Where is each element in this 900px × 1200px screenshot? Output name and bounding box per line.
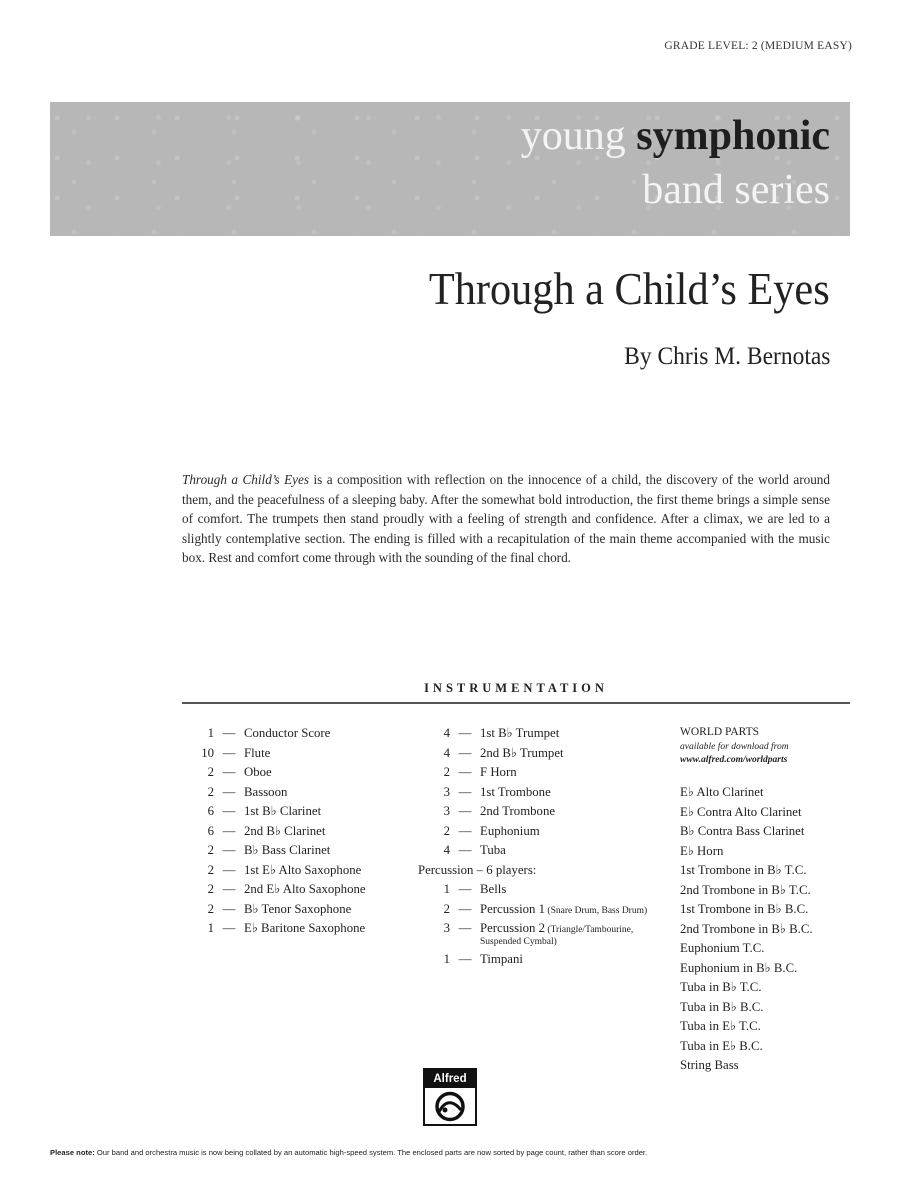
dash: — — [458, 951, 472, 966]
instrument-row — [418, 726, 668, 746]
world-part-item: Tuba in B♭ T.C. — [680, 980, 762, 994]
instrument-row — [182, 785, 412, 805]
instrument-qty: 1 — [443, 951, 450, 966]
instrument-row — [182, 804, 412, 824]
world-parts-column — [680, 726, 860, 1078]
instrument-row — [182, 882, 412, 902]
instrument-qty: 2 — [207, 882, 214, 896]
instrument-name: 1st E♭ Alto Saxophone — [244, 862, 362, 877]
instrument-row — [182, 902, 412, 922]
percussion-detail: (Snare Drum, Bass Drum) — [545, 905, 648, 916]
world-parts-url[interactable]: www.alfred.com/worldparts — [680, 755, 788, 765]
world-part-item: Euphonium T.C. — [680, 941, 765, 955]
instrument-qty: 2 — [207, 843, 214, 857]
series-title-line2: band series — [642, 167, 830, 213]
instrument-qty: 2 — [207, 784, 214, 799]
world-part-item: String Bass — [680, 1058, 739, 1072]
world-part-item: Tuba in B♭ B.C. — [680, 999, 764, 1014]
dash: — — [222, 765, 236, 779]
instrument-qty: 4 — [443, 726, 450, 740]
program-note-text: is a composition with reflection on the innocence of a child, the discovery of the world around them, and the peacefulness of a sleeping baby. After the somewhat bold introduction, the first theme brings a simple sense of comfort. The trumpets then stand proudly with a feeling of strength and confidence. After a climax, we are led to a slightly contemplative section. The ending is filled with a recapitulation of the main theme accompanied with the music box. Rest and comfort come through with the sounding of the final chord. — [182, 472, 830, 565]
world-part-item: 1st Trombone in B♭ T.C. — [680, 863, 807, 877]
dash: — — [222, 921, 236, 935]
percussion-name: Percussion 1 — [480, 901, 546, 916]
instrument-row — [418, 804, 668, 824]
alfred-logo — [423, 1068, 477, 1126]
instrument-qty: 3 — [443, 804, 450, 818]
instrument-qty: 4 — [443, 843, 450, 857]
instrument-name: E♭ Baritone Saxophone — [244, 921, 366, 935]
instrument-qty: 1 — [207, 921, 214, 935]
dash: — — [458, 921, 472, 935]
dash: — — [458, 823, 472, 838]
grade-level: GRADE LEVEL: 2 (MEDIUM EASY) — [664, 40, 852, 52]
instrument-qty: 6 — [207, 823, 214, 838]
instrument-name: 2nd Trombone — [480, 804, 556, 818]
instrument-column-2 — [418, 726, 668, 971]
instrument-row — [182, 726, 412, 746]
instrument-row — [418, 843, 668, 863]
dash: — — [222, 804, 236, 818]
instrument-qty: 6 — [207, 804, 214, 818]
instrument-row — [182, 863, 412, 883]
piece-title: Through a Child’s Eyes — [429, 263, 830, 314]
instrument-column-1 — [182, 726, 412, 941]
series-title-line1 — [521, 112, 830, 160]
instrument-qty: 2 — [443, 823, 450, 838]
dash: — — [458, 784, 472, 799]
percussion-row — [418, 952, 668, 972]
dash: — — [222, 745, 236, 760]
dash: — — [222, 823, 236, 838]
dash: — — [458, 882, 472, 896]
instrument-name: Bassoon — [244, 784, 288, 799]
instrument-qty: 1 — [443, 882, 450, 896]
world-part-item: E♭ Contra Alto Clarinet — [680, 804, 802, 819]
instrument-qty: 2 — [207, 765, 214, 779]
footer-text: Our band and orchestra music is now being collated by an automatic high-speed system. The enclosed parts are now sorted by page count, rather than score order. — [94, 1148, 648, 1157]
dash: — — [222, 882, 236, 896]
instrument-name: Bells — [480, 882, 507, 896]
dash: — — [222, 726, 236, 740]
world-part-item: 2nd Trombone in B♭ B.C. — [680, 921, 813, 936]
world-part-item: Tuba in E♭ B.C. — [680, 1038, 763, 1053]
program-note-title: Through a Child’s Eyes — [182, 472, 309, 487]
dash: — — [458, 745, 472, 760]
instrument-name: Oboe — [244, 765, 272, 779]
world-part-item: E♭ Alto Clarinet — [680, 785, 764, 799]
instrument-name: Euphonium — [480, 823, 540, 838]
instrument-row — [182, 843, 412, 863]
dash: — — [458, 765, 472, 779]
dash: — — [458, 726, 472, 740]
instrument-row — [418, 785, 668, 805]
instrument-qty: 3 — [443, 784, 450, 799]
instrument-name: 2nd E♭ Alto Saxophone — [244, 882, 366, 896]
world-part-item: B♭ Contra Bass Clarinet — [680, 824, 805, 838]
instrument-name: 1st B♭ Clarinet — [244, 804, 322, 818]
instrument-row — [418, 746, 668, 766]
instrument-row — [182, 921, 412, 941]
instrument-name: 2nd B♭ Trumpet — [480, 745, 564, 760]
instrument-name: Conductor Score — [244, 726, 331, 740]
series-young: young — [520, 113, 637, 159]
dash: — — [222, 862, 236, 877]
world-parts-title: WORLD PARTS — [680, 726, 760, 738]
instrument-row — [418, 824, 668, 844]
alfred-logo-symbol-icon — [431, 1090, 469, 1123]
instrument-name — [480, 921, 633, 936]
percussion-name: Percussion 2 — [480, 921, 546, 935]
percussion-detail-continued: Suspended Cymbal) — [480, 936, 557, 947]
instrument-qty: 2 — [207, 901, 214, 916]
dash: — — [222, 784, 236, 799]
instrument-row — [182, 824, 412, 844]
instrumentation-heading: INSTRUMENTATION — [424, 681, 608, 695]
instrument-name: Timpani — [480, 951, 523, 966]
footer-note — [50, 1148, 850, 1157]
composer: By Chris M. Bernotas — [623, 343, 830, 370]
instrument-qty: 3 — [443, 921, 450, 935]
instrument-qty: 2 — [443, 901, 450, 916]
instrument-name: B♭ Tenor Saxophone — [244, 901, 352, 916]
dash: — — [222, 843, 236, 857]
instrument-qty: 2 — [207, 862, 214, 877]
dash: — — [458, 804, 472, 818]
world-parts-subtitle: available for download from — [680, 742, 789, 752]
world-part-item: E♭ Horn — [680, 843, 724, 858]
percussion-row — [418, 902, 668, 922]
instrumentation-divider — [182, 702, 850, 704]
instrument-name: 1st Trombone — [480, 784, 551, 799]
instrument-row — [182, 746, 412, 766]
instrument-name — [480, 902, 647, 917]
program-note — [182, 470, 830, 568]
world-part-item: Euphonium in B♭ B.C. — [680, 960, 798, 975]
instrument-qty: 2 — [443, 765, 450, 779]
series-symphonic: symphonic — [636, 113, 830, 159]
instrument-name: 1st B♭ Trumpet — [480, 726, 560, 740]
percussion-row — [418, 882, 668, 902]
instrument-qty: 1 — [207, 726, 214, 740]
world-part-item: 2nd Trombone in B♭ T.C. — [680, 882, 811, 897]
dash: — — [458, 843, 472, 857]
world-part-item: Tuba in E♭ T.C. — [680, 1019, 761, 1033]
alfred-logo-text: Alfred — [425, 1070, 475, 1088]
percussion-heading: Percussion – 6 players: — [418, 862, 537, 877]
instrument-name: 2nd B♭ Clarinet — [244, 823, 326, 838]
instrument-name: Flute — [244, 745, 271, 760]
dash: — — [458, 901, 472, 916]
world-part-item: 1st Trombone in B♭ B.C. — [680, 902, 809, 916]
instrument-name: F Horn — [480, 765, 517, 779]
footer-label: Please note: — [50, 1148, 95, 1157]
instrument-name: B♭ Bass Clarinet — [244, 843, 331, 857]
percussion-note — [418, 937, 668, 952]
series-banner — [50, 102, 850, 236]
dash: — — [222, 901, 236, 916]
instrument-row — [182, 765, 412, 785]
instrument-row — [418, 765, 668, 785]
instrument-qty: 10 — [201, 745, 214, 760]
instrument-name: Tuba — [480, 843, 506, 857]
percussion-detail: (Triangle/Tambourine, — [545, 925, 634, 935]
instrument-qty: 4 — [443, 745, 450, 760]
